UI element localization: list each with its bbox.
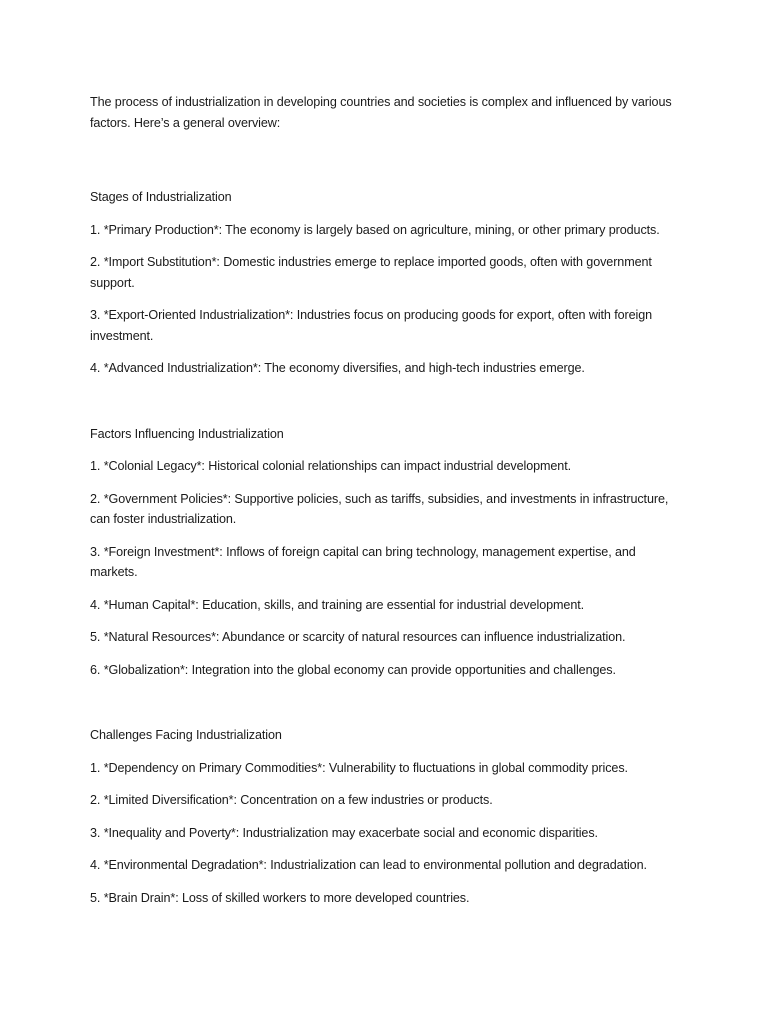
list-item: 5. *Brain Drain*: Loss of skilled workers to more developed countries. — [90, 890, 470, 905]
list-item: 4. *Human Capital*: Education, skills, and training are essential for industrial development. — [90, 597, 585, 612]
list-item: 2. *Import Substitution*: Domestic industries emerge to replace imported goods, often with government support. — [90, 255, 652, 290]
list-item: 3. *Export-Oriented Industrialization*: Industries focus on producing goods for export, often with foreign investment. — [90, 308, 653, 343]
section-factors — [90, 424, 680, 681]
list-item: 5. *Natural Resources*: Abundance or scarcity of natural resources can influence industrialization. — [90, 630, 626, 644]
list-item: 1. *Dependency on Primary Commodities*: Vulnerability to fluctuations in global commodity prices. — [90, 760, 628, 775]
list-item: 3. *Foreign Investment*: Inflows of foreign capital can bring technology, management expertise, and markets. — [90, 544, 636, 579]
intro-paragraph: The process of industrialization in developing countries and societies is complex and influenced by various factors. Here’s a general overview: — [90, 95, 672, 130]
section-heading: Challenges Facing Industrialization — [90, 728, 282, 742]
section-heading: Stages of Industrialization — [90, 190, 232, 204]
list-item: 1. *Primary Production*: The economy is largely based on agriculture, mining, or other primary products. — [90, 222, 660, 237]
list-item: 4. *Environmental Degradation*: Industrialization can lead to environmental pollution and degradation. — [90, 858, 647, 872]
list-item: 6. *Globalization*: Integration into the global economy can provide opportunities and challenges. — [90, 662, 616, 677]
document-body — [90, 92, 680, 920]
section-heading: Factors Influencing Industrialization — [90, 426, 284, 441]
list-item: 2. *Limited Diversification*: Concentration on a few industries or products. — [90, 793, 493, 807]
list-item: 3. *Inequality and Poverty*: Industrialization may exacerbate social and economic disparities. — [90, 825, 598, 840]
list-item: 2. *Government Policies*: Supportive policies, such as tariffs, subsidies, and investments in infrastructure, can foster industrialization. — [90, 491, 669, 526]
section-stages — [90, 187, 680, 379]
section-challenges — [90, 725, 680, 908]
list-item: 4. *Advanced Industrialization*: The economy diversifies, and high-tech industries emerge. — [90, 361, 585, 375]
list-item: 1. *Colonial Legacy*: Historical colonial relationships can impact industrial development. — [90, 459, 572, 473]
